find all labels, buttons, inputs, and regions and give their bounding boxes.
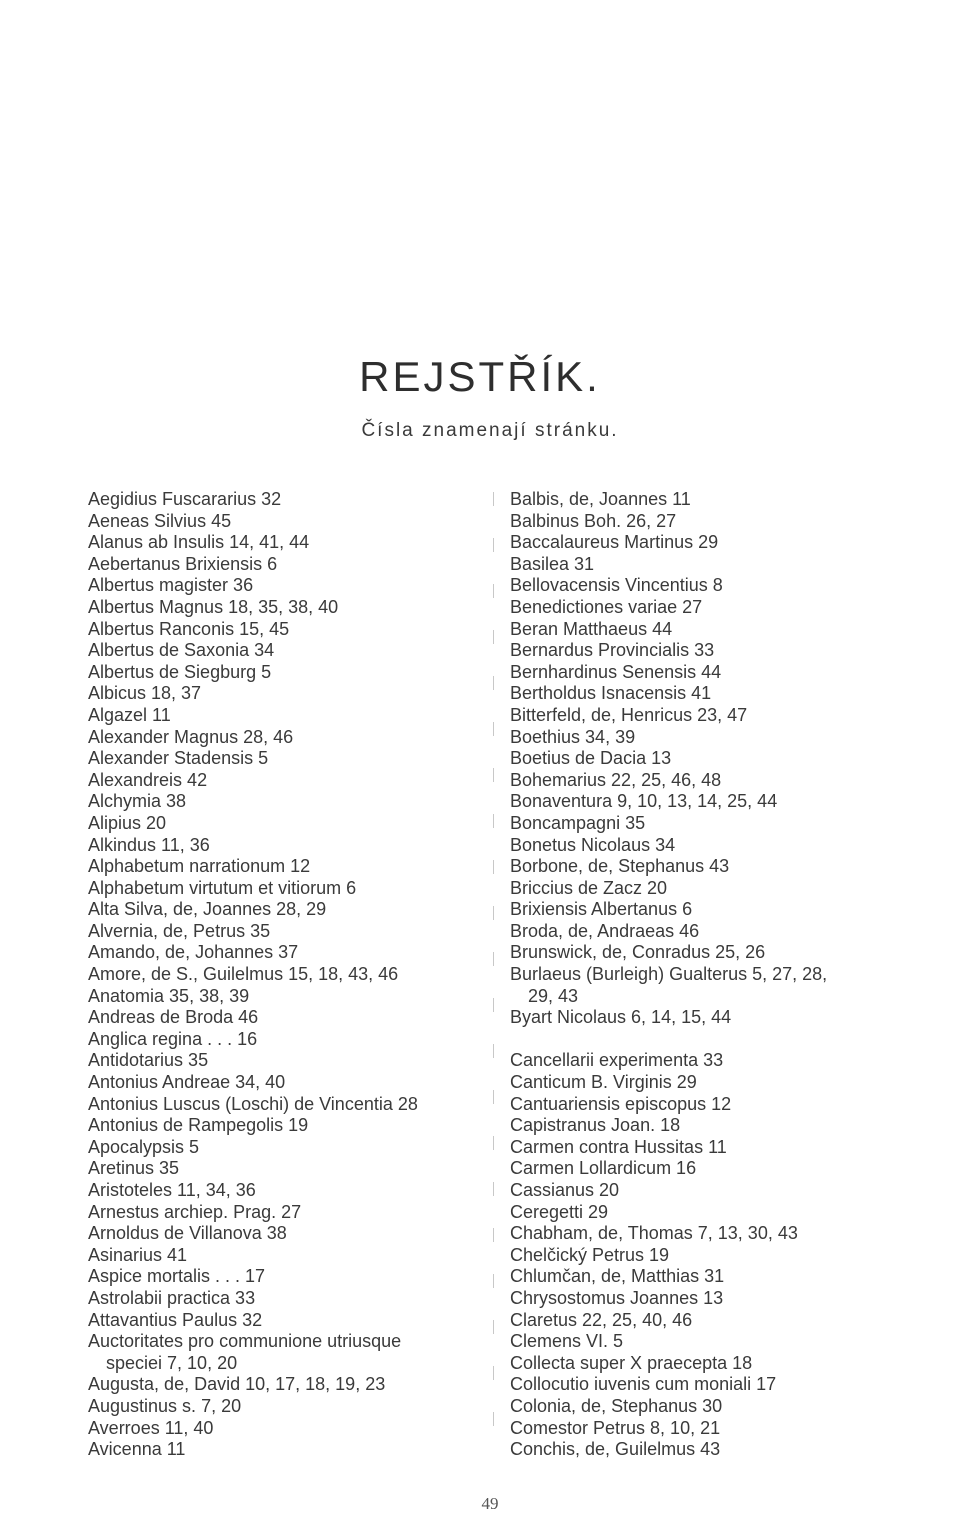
index-entry: Auctoritates pro communione utriusque bbox=[88, 1331, 402, 1352]
index-entry: Albertus magister 36 bbox=[88, 575, 254, 596]
index-entry: Briccius de Zacz 20 bbox=[510, 877, 668, 898]
index-entry: Brixiensis Albertanus 6 bbox=[510, 899, 693, 920]
index-entry: Aegidius Fuscararius 32 bbox=[88, 489, 282, 509]
column-divider bbox=[493, 492, 494, 1452]
index-entry: Chlumčan, de, Matthias 31 bbox=[510, 1266, 725, 1287]
index-entry: Antidotarius 35 bbox=[88, 1050, 209, 1071]
page-title: REJSTŘÍK. bbox=[359, 353, 601, 400]
index-entry: Averroes 11, 40 bbox=[88, 1417, 214, 1438]
index-entry: Alexander Magnus 28, 46 bbox=[88, 726, 294, 747]
index-entry: Albertus Ranconis 15, 45 bbox=[88, 618, 290, 639]
index-entry: Chabham, de, Thomas 7, 13, 30, 43 bbox=[510, 1223, 798, 1244]
index-entry: Augustinus s. 7, 20 bbox=[88, 1395, 242, 1416]
index-entry: Capistranus Joan. 18 bbox=[510, 1115, 681, 1136]
index-entry: Anglica regina . . . 16 bbox=[88, 1028, 258, 1049]
index-entry: Alanus ab Insulis 14, 41, 44 bbox=[88, 532, 310, 553]
index-entry: Boncampagni 35 bbox=[510, 812, 646, 833]
index-entry: Balbis, de, Joannes 11 bbox=[510, 489, 691, 509]
index-column-left bbox=[88, 489, 488, 1461]
index-entry: Balbinus Boh. 26, 27 bbox=[510, 510, 677, 531]
page-number: 49 bbox=[481, 1494, 499, 1513]
index-entry: Boetius de Dacia 13 bbox=[510, 748, 672, 769]
index-entry: Alphabetum narrationum 12 bbox=[88, 856, 311, 877]
index-entry: Aretinus 35 bbox=[88, 1158, 180, 1179]
index-entry: Antonius Luscus (Loschi) de Vincentia 28 bbox=[88, 1093, 418, 1114]
index-entry: Asinarius 41 bbox=[88, 1244, 188, 1265]
index-entry: Bertholdus Isnacensis 41 bbox=[510, 683, 712, 704]
index-entry: Cancellarii experimenta 33 bbox=[510, 1050, 724, 1071]
index-entry: Alvernia, de, Petrus 35 bbox=[88, 920, 271, 941]
index-entry: Alkindus 11, 36 bbox=[88, 834, 210, 855]
index-entry: Bonetus Nicolaus 34 bbox=[510, 834, 676, 855]
index-entry: Clemens VI. 5 bbox=[510, 1331, 624, 1352]
index-entry: Amando, de, Johannes 37 bbox=[88, 942, 299, 963]
index-entry: Broda, de, Andraeas 46 bbox=[510, 920, 700, 941]
index-entry: Collecta super X praecepta 18 bbox=[510, 1352, 753, 1373]
index-entry: Bernhardinus Senensis 44 bbox=[510, 661, 722, 682]
index-entry: Antonius de Rampegolis 19 bbox=[88, 1115, 309, 1136]
index-entry: Arnestus archiep. Prag. 27 bbox=[88, 1201, 302, 1222]
index-entry: Collocutio iuvenis cum moniali 17 bbox=[510, 1374, 777, 1395]
index-entry: Claretus 22, 25, 40, 46 bbox=[510, 1309, 693, 1330]
index-entry: Ceregetti 29 bbox=[510, 1201, 609, 1222]
index-entry: Albertus Magnus 18, 35, 38, 40 bbox=[88, 596, 339, 617]
index-entry: Boethius 34, 39 bbox=[510, 726, 636, 747]
index-entry: Chelčický Petrus 19 bbox=[510, 1244, 670, 1265]
index-entry: Anatomia 35, 38, 39 bbox=[88, 985, 250, 1006]
index-entry: 29, 43 bbox=[528, 985, 579, 1006]
index-entry: Andreas de Broda 46 bbox=[88, 1007, 259, 1028]
index-entry: Antonius Andreae 34, 40 bbox=[88, 1072, 286, 1093]
index-entry: Alexandreis 42 bbox=[88, 769, 208, 790]
index-entry: Albertus de Saxonia 34 bbox=[88, 640, 275, 661]
index-entry: Albicus 18, 37 bbox=[88, 683, 202, 704]
index-entry: Comestor Petrus 8, 10, 21 bbox=[510, 1417, 721, 1438]
index-entry: Alphabetum virtutum et vitiorum 6 bbox=[88, 877, 357, 898]
index-entry: Aeneas Silvius 45 bbox=[88, 510, 232, 531]
page-subtitle: Čísla znamenají stránku. bbox=[361, 420, 619, 441]
index-entry: Avicenna 11 bbox=[88, 1439, 186, 1460]
index-entry: Chrysostomus Joannes 13 bbox=[510, 1287, 724, 1308]
index-entry: Bellovacensis Vincentius 8 bbox=[510, 575, 723, 596]
index-column-right bbox=[510, 489, 900, 1461]
index-entry: Arnoldus de Villanova 38 bbox=[88, 1223, 287, 1244]
index-entry: Bitterfeld, de, Henricus 23, 47 bbox=[510, 704, 748, 725]
index-entry: Apocalypsis 5 bbox=[88, 1136, 200, 1157]
index-entry: Attavantius Paulus 32 bbox=[88, 1309, 263, 1330]
index-entry: Baccalaureus Martinus 29 bbox=[510, 532, 719, 553]
index-entry: Amore, de S., Guilelmus 15, 18, 43, 46 bbox=[88, 964, 399, 985]
index-entry: Byart Nicolaus 6, 14, 15, 44 bbox=[510, 1007, 732, 1028]
index-entry: Augusta, de, David 10, 17, 18, 19, 23 bbox=[88, 1374, 386, 1395]
index-entry: Alchymia 38 bbox=[88, 791, 187, 812]
index-entry: Aebertanus Brixiensis 6 bbox=[88, 553, 278, 574]
index-entry: Alipius 20 bbox=[88, 812, 167, 833]
index-entry: Alta Silva, de, Joannes 28, 29 bbox=[88, 899, 327, 920]
index-entry: Carmen contra Hussitas 11 bbox=[510, 1136, 727, 1157]
index-entry: Beran Matthaeus 44 bbox=[510, 618, 673, 639]
index-entry: Albertus de Siegburg 5 bbox=[88, 661, 272, 682]
index-entry: Algazel 11 bbox=[88, 704, 171, 725]
index-entry: Bohemarius 22, 25, 46, 48 bbox=[510, 769, 722, 790]
index-entry: Basilea 31 bbox=[510, 553, 595, 574]
index-entry: Astrolabii practica 33 bbox=[88, 1287, 256, 1308]
index-entry: Aristoteles 11, 34, 36 bbox=[88, 1180, 256, 1200]
index-entry: Colonia, de, Stephanus 30 bbox=[510, 1395, 723, 1416]
index-entry: Brunswick, de, Conradus 25, 26 bbox=[510, 942, 766, 963]
index-entry: Borbone, de, Stephanus 43 bbox=[510, 856, 730, 877]
index-entry: Cantuariensis episcopus 12 bbox=[510, 1093, 732, 1114]
index-entry: Benedictiones variae 27 bbox=[510, 596, 703, 617]
index-entry: Conchis, de, Guilelmus 43 bbox=[510, 1439, 721, 1460]
index-entry: Canticum B. Virginis 29 bbox=[510, 1072, 697, 1093]
index-entry: Carmen Lollardicum 16 bbox=[510, 1158, 697, 1179]
index-entry: Bernardus Provincialis 33 bbox=[510, 640, 715, 661]
index-entry: Alexander Stadensis 5 bbox=[88, 748, 269, 769]
index-entry: Aspice mortalis . . . 17 bbox=[88, 1266, 266, 1287]
index-entry: Burlaeus (Burleigh) Gualterus 5, 27, 28, bbox=[510, 964, 828, 985]
index-entry: Bonaventura 9, 10, 13, 14, 25, 44 bbox=[510, 791, 778, 812]
index-entry: Cassianus 20 bbox=[510, 1180, 620, 1200]
index-entry: speciei 7, 10, 20 bbox=[106, 1352, 238, 1373]
